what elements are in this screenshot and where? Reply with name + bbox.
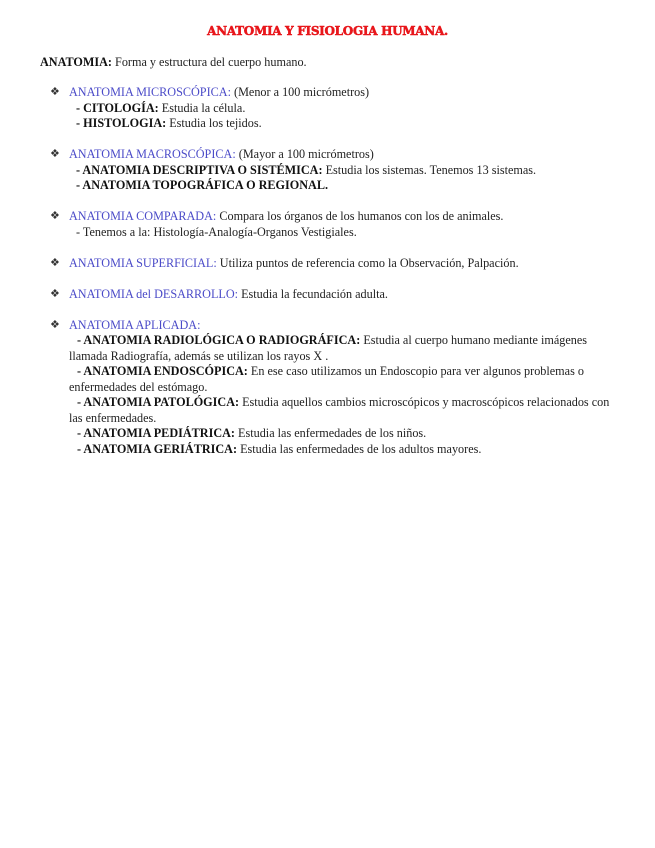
- section-heading-text: (Menor a 100 micrómetros): [230, 85, 370, 99]
- diamond-bullet-icon: ❖: [50, 148, 60, 160]
- list-item: [50, 163, 615, 179]
- item-term: - ANATOMIA RADIOLÓGICA O RADIOGRÁFICA:: [77, 333, 361, 347]
- list-item: [50, 178, 615, 194]
- intro-paragraph: [40, 55, 307, 71]
- item-text: Estudia los sistemas. Tenemos 13 sistemas.: [322, 162, 537, 177]
- section: [50, 85, 615, 132]
- item-term: - ANATOMIA GERIÁTRICA:: [77, 441, 238, 456]
- diamond-bullet-icon: ❖: [50, 318, 60, 331]
- item-term: - HISTOLOGIA:: [76, 116, 167, 130]
- section-heading-label: ANATOMIA SUPERFICIAL:: [69, 255, 217, 270]
- section: [50, 318, 615, 458]
- diamond-bullet-icon: ❖: [50, 287, 60, 300]
- section-heading-text: (Mayor a 100 micrómetros): [235, 147, 374, 161]
- section-heading-label: ANATOMIA APLICADA:: [69, 317, 201, 332]
- item-term: - CITOLOGÍA:: [76, 100, 159, 115]
- list-item: [50, 225, 615, 241]
- section-heading-label: ANATOMIA COMPARADA:: [69, 209, 217, 223]
- section: [50, 209, 615, 240]
- document-title: ANATOMIA Y FISIOLOGIA HUMANA.: [207, 24, 448, 38]
- section-heading: [50, 318, 615, 334]
- section: [50, 287, 615, 303]
- item-term: - ANATOMIA PATOLÓGICA:: [77, 395, 240, 409]
- section-heading-text: Estudia la fecundación adulta.: [238, 286, 388, 301]
- sections-list: [50, 85, 615, 473]
- section: [50, 147, 615, 194]
- item-text: Estudia las enfermedades de los niños.: [235, 426, 427, 440]
- item-text: Estudia aquellos cambios microscópicos y macroscópicos relacionados con las enfermedades.: [69, 395, 610, 425]
- section-heading: [50, 147, 615, 163]
- item-text: - Tenemos a la: Histología-Analogía-Organos Vestigiales.: [76, 224, 357, 239]
- list-item: [50, 395, 615, 426]
- section: [50, 256, 615, 272]
- intro-term: ANATOMIA:: [40, 55, 112, 69]
- item-term: - ANATOMIA ENDOSCÓPICA:: [77, 364, 248, 378]
- section-heading: [50, 209, 615, 225]
- item-text: Estudia las enfermedades de los adultos mayores.: [237, 441, 482, 456]
- section-heading: [50, 85, 615, 101]
- section-heading-text: Compara los órganos de los humanos con los de animales.: [216, 209, 504, 223]
- list-item: [50, 426, 615, 442]
- item-text: Estudia los tejidos.: [166, 116, 262, 130]
- section-heading-label: ANATOMIA MICROSCÓPICA:: [69, 85, 231, 99]
- diamond-bullet-icon: ❖: [50, 256, 60, 269]
- list-item: [50, 442, 615, 458]
- item-text: Estudia al cuerpo humano mediante imágenes llamada Radiografía, además se utilizan los rayos X .: [69, 333, 588, 363]
- section-heading-label: ANATOMIA MACROSCÓPICA:: [69, 147, 236, 161]
- section-heading: [50, 287, 615, 303]
- diamond-bullet-icon: ❖: [50, 86, 60, 98]
- diamond-bullet-icon: ❖: [50, 210, 60, 222]
- item-term: - ANATOMIA TOPOGRÁFICA O REGIONAL.: [76, 178, 329, 192]
- list-item: [50, 364, 615, 395]
- item-text: En ese caso utilizamos un Endoscopio para ver algunos problemas o enfermedades del estómago.: [69, 364, 584, 394]
- section-heading-text: Utiliza puntos de referencia como la Observación, Palpación.: [216, 255, 519, 270]
- item-term: - ANATOMIA PEDIÁTRICA:: [77, 426, 235, 440]
- item-term: - ANATOMIA DESCRIPTIVA O SISTÉMICA:: [76, 162, 323, 177]
- section-heading-label: ANATOMIA del DESARROLLO:: [69, 286, 239, 301]
- section-heading: [50, 256, 615, 272]
- list-item: [50, 116, 615, 132]
- list-item: [50, 101, 615, 117]
- item-text: Estudia la célula.: [158, 100, 246, 115]
- intro-text: Forma y estructura del cuerpo humano.: [112, 55, 307, 69]
- list-item: [50, 333, 615, 364]
